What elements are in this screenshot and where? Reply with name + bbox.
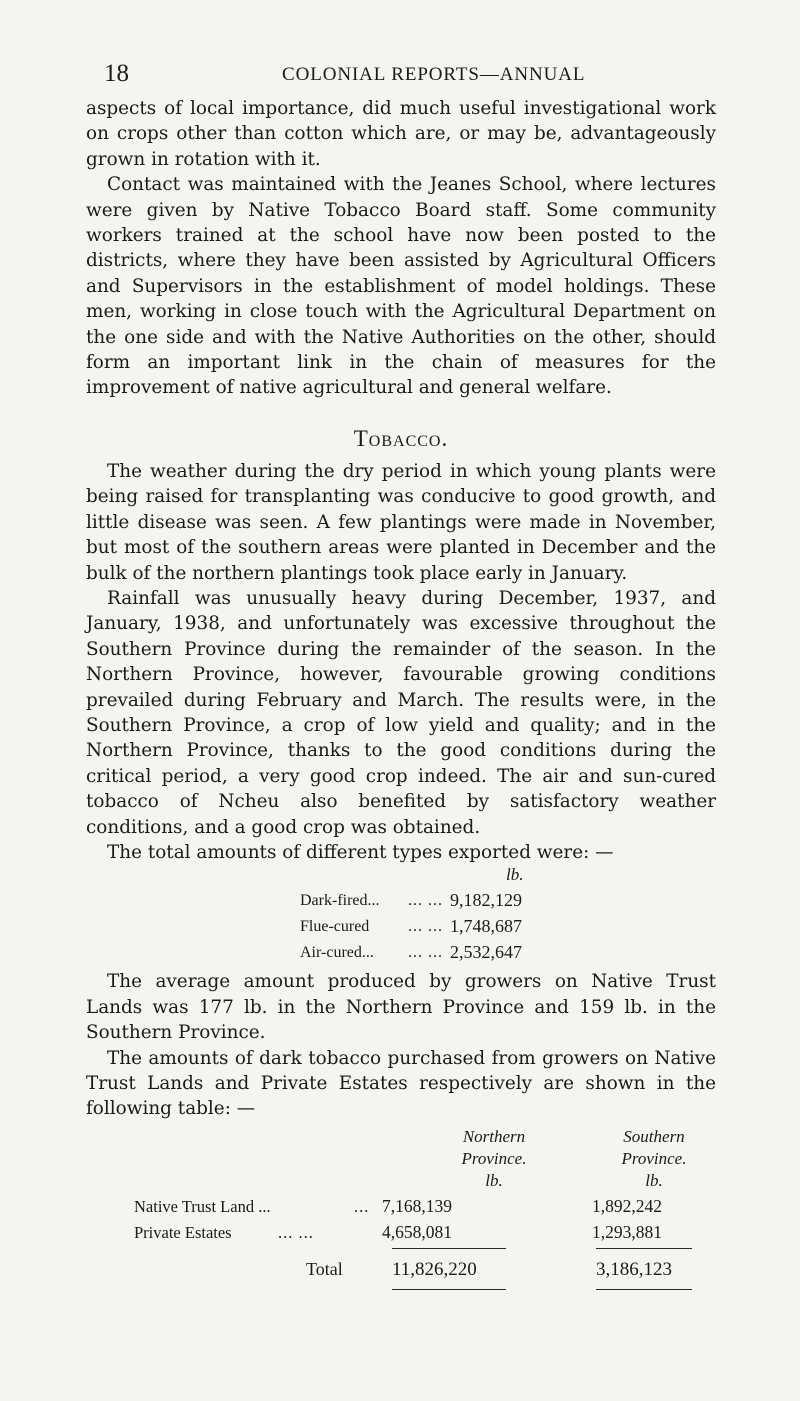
subtotal-rule [392, 1248, 506, 1249]
row-label: Native Trust Land ... [134, 1196, 271, 1216]
paragraph-weather: The weather during the dry period in which young plants were being raised for transplanting was conducive to good growth, and little disease was seen. A few plantings were made in November, but most of the southern areas were planted in December and the bulk of the northern plantings took place early in January. [86, 460, 716, 584]
purchase-table [86, 1122, 716, 1322]
exports-value: 9,182,129 [450, 890, 522, 911]
leader-dots: ... ... [408, 892, 443, 910]
total-northern: 11,826,220 [392, 1258, 477, 1280]
exports-list [86, 865, 716, 969]
subtotal-rule [596, 1248, 692, 1249]
table-total-row [86, 1257, 716, 1281]
paragraph-rainfall: Rainfall was unusually heavy during December, 1937, and January, 1938, and unfortunately was excessive throughout the Southern Province during the remainder of the season. In the Northern Province, however, favourable growing conditions prevailed during February and March. The results were, in the Southern Province, a crop of low yield and quality; and in the Northern Province, thanks to the good conditions during the critical period, a very good crop indeed. The air and sun-cured tobacco of Ncheu also benefited by satisfactory weather conditions, and a good crop was obtained. [86, 587, 716, 838]
exports-value: 1,748,687 [450, 916, 522, 937]
paragraph-table-intro: The amounts of dark tobacco purchased from growers on Native Trust Lands and Private Estates respectively are shown in the following table: — [86, 1047, 716, 1120]
leader-dots: ... ... [408, 918, 443, 936]
running-title: COLONIAL REPORTS—ANNUAL [282, 64, 586, 85]
row-label: Private Estates [134, 1222, 232, 1242]
paragraph-continued: aspects of local importance, did much useful investigational work on crops other than cotton which are, or may be, advantageously grown in rotation with it. [86, 98, 716, 170]
table-row [86, 1220, 716, 1244]
column-header-northern: Northern Province. lb. [461, 1126, 527, 1190]
exports-label: Air-cured... [300, 944, 374, 962]
cell-southern: 1,293,881 [592, 1221, 662, 1242]
total-label: Total [306, 1258, 343, 1279]
exports-row [86, 940, 716, 964]
total-southern: 3,186,123 [596, 1258, 672, 1280]
cell-southern: 1,892,242 [592, 1195, 662, 1216]
running-head [104, 60, 716, 94]
cell-northern: 4,658,081 [382, 1221, 452, 1242]
leader-dots: ... ... [408, 944, 443, 962]
paragraph-exports-intro: The total amounts of different types exported were: — [107, 841, 614, 863]
exports-label: Flue-cured [300, 918, 370, 936]
exports-label: Dark-fired... [300, 892, 380, 910]
table-row [86, 1194, 716, 1218]
total-rule [392, 1289, 506, 1290]
page-number: 18 [104, 60, 129, 87]
paragraph-average-amount: The average amount produced by growers on Native Trust Lands was 177 lb. in the Northern Province and 159 lb. in the Southern Province. [86, 971, 716, 1044]
exports-row [86, 914, 716, 938]
exports-unit: lb. [506, 865, 524, 885]
column-header-southern: Southern Province. lb. [621, 1126, 687, 1190]
body-text [86, 96, 716, 1322]
exports-row [86, 888, 716, 912]
section-heading-tobacco: Tobacco. [353, 425, 449, 451]
cell-northern: 7,168,139 [382, 1195, 452, 1216]
total-rule [596, 1289, 692, 1290]
leader-dots: ... [354, 1196, 370, 1216]
paragraph-jeanes-school: Contact was maintained with the Jeanes School, where lectures were given by Native Tobacco Board staff. Some community workers trained at the school have now been posted to the districts, where they have been assisted by Agricultural Officers and Supervisors in the establishment of model holdings. These men, working in close touch with the Agricultural Department on the one side and with the Native Authorities on the other, should form an important link in the chain of measures for the improvement of native agricultural and general welfare. [86, 174, 716, 399]
exports-value: 2,532,647 [450, 942, 522, 963]
leader-dots: ... ... [278, 1222, 314, 1242]
